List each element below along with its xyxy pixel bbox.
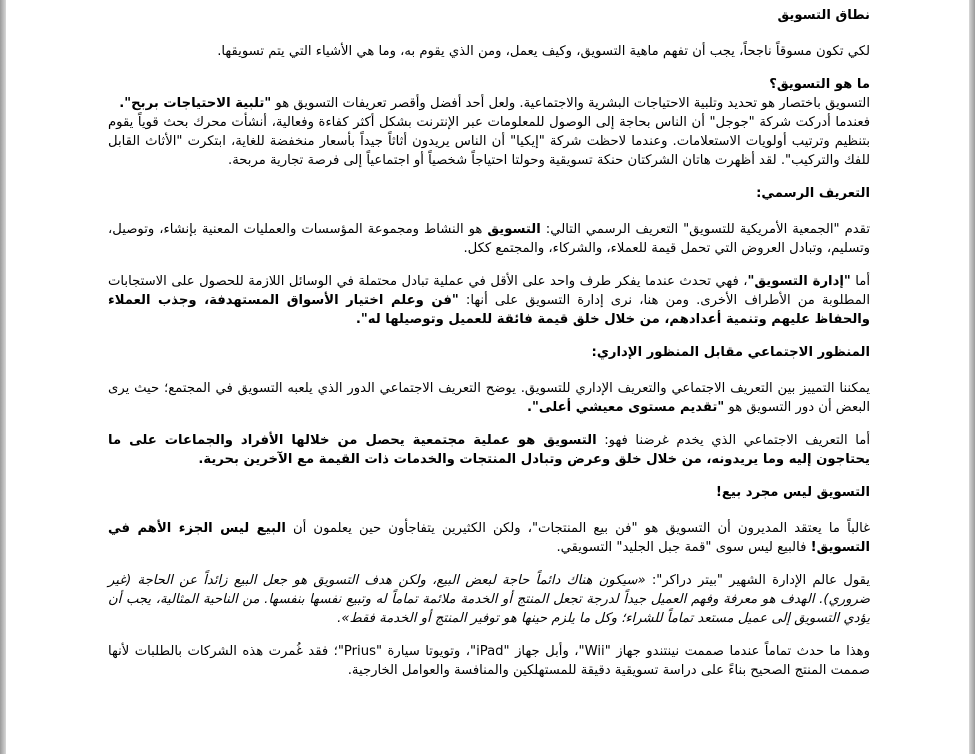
- heading-marketing-scope: نطاق التسويق: [777, 8, 870, 23]
- paragraph-drucker-quote: يقول عالم الإدارة الشهير "بيتر دراكر": «سيكون هناك دائماً حاجة لبعض البيع، ولكن هدف التسويق هو جعل البيع زائداً عن الحاجة (غير ضروري). الهدف هو معرفة وفهم العميل جيداً لدرجة تجعل المنتج أو الخدمة ملائمة تماماً له وتبيع نفسها بنفسها. من الناحية المثالية، يجب أن يؤدي التسويق إلى عميل مستعد تماماً للشراء؛ وكل ما يلزم حينها هو توفير المنتج أو الخدمة فقط».: [108, 573, 870, 626]
- paragraph-marketing-management: أما "إدارة التسويق"، فهي تحدث عندما يفكر طرف واحد على الأقل في عملية تبادل محتملة في الوسائل اللازمة للحصول على الاستجابات المطلوبة من الأطراف الأخرى. ومن هنا، نرى إدارة التسويق على أنها: "فن وعلم اختيار الأسواق المستهدفة، وجذب العملاء والحفاظ عليهم وتنمية أعدادهم، من خلال خلق قيمة فائقة للعميل وتوصيلها له".: [108, 274, 870, 327]
- heading-not-just-selling: التسويق ليس مجرد بيع!: [715, 485, 870, 500]
- paragraph-social-definition: أما التعريف الاجتماعي الذي يخدم غرضنا فهو: التسويق هو عملية مجتمعية يحصل من خلالها الأفراد والجماعات على ما يحتاجون إليه وما يريدونه، من خلال خلق وعرض وتبادل المنتجات والخدمات ذات القيمة مع الآخرين بحرية.: [108, 433, 871, 467]
- paragraph-google-ikea: فعندما أدركت شركة "جوجل" أن الناس بحاجة إلى الوصول للمعلومات عبر الإنترنت بشكل أكثر كفاءة وفعالية، أنشأت محرك بحث قوياً يقوم بتنظيم وترتيب أولويات الاستعلامات. وعندما لاحظت شركة "إيكيا" أن الناس يريدون أثاثاً جيداً بأسعار منخفضة للغاية، ابتكرت "الأثاث القابل للفك والتركيب". لقد أظهرت هاتان الشركتان حنكة تسويقية وحولتا احتياجاً شخصياً أو اجتماعياً إلى فرصة تجارية مربحة.: [108, 115, 871, 168]
- heading-what-is-marketing: ما هو التسويق؟: [769, 77, 870, 92]
- paragraph-ama-definition: تقدم "الجمعية الأمريكية للتسويق" التعريف الرسمي التالي: التسويق هو النشاط ومجموعة المؤسسات والعمليات المعنية بإنشاء، وتوصيل، وتسليم، وتبادل العروض التي تحمل قيمة للعملاء، والشركاء، والمجتمع ككل.: [108, 222, 870, 256]
- definition-highlight: "تلبية الاحتياجات بربح".: [119, 96, 272, 111]
- paragraph-examples: وهذا ما حدث تماماً عندما صممت نينتندو جهاز "Wii"، وأبل جهاز "iPad"، وتويوتا سيارة "Prius"؛ فقد غُمرت هذه الشركات بالطلبات لأنها صممت المنتج الصحيح بناءً على دراسة تسويقية دقيقة للمستهلكين والمنافسة والعوامل الخارجية.: [108, 644, 871, 678]
- heading-formal-definition: التعريف الرسمي:: [756, 186, 870, 201]
- page-edge-right: [969, 0, 975, 754]
- paragraph-definition-short: التسويق باختصار هو تحديد وتلبية الاحتياجات البشرية والاجتماعية. ولعل أحد أفضل وأقصر تعريفات التسويق هو "تلبية الاحتياجات بربح".: [119, 96, 870, 111]
- paragraph-scope: لكي تكون مسوقاً ناجحاً، يجب أن تفهم ماهية التسويق، وكيف يعمل، ومن الذي يقوم به، وما هي الأشياء التي يتم تسويقها.: [217, 44, 870, 59]
- page-edge-left: [0, 0, 6, 754]
- paragraph-selling-myth: غالباً ما يعتقد المديرون أن التسويق هو "فن بيع المنتجات"، ولكن الكثيرين يتفاجأون حين يعلمون أن البيع ليس الجزء الأهم في التسويق! فالبيع ليس سوى "قمة جبل الجليد" التسويقي.: [108, 521, 871, 555]
- drucker-quote: «سيكون هناك دائماً حاجة لبعض البيع، ولكن هدف التسويق هو جعل البيع زائداً عن الحاجة (غير ضروري). الهدف هو معرفة وفهم العميل جيداً لدرجة تجعل المنتج أو الخدمة ملائمة تماماً له وتبيع نفسها بنفسها. من الناحية المثالية، يجب أن يؤدي التسويق إلى عميل مستعد تماماً للشراء؛ وكل ما يلزم حينها هو توفير المنتج أو الخدمة فقط».: [108, 573, 870, 626]
- paragraph-social-role: يمكننا التمييز بين التعريف الاجتماعي والتعريف الإداري للتسويق. يوضح التعريف الاجتماعي الدور الذي يلعبه التسويق في المجتمع؛ حيث يرى البعض أن دور التسويق هو "تقديم مستوى معيشي أعلى".: [108, 381, 870, 415]
- document-body: [108, 6, 870, 694]
- heading-social-vs-managerial: المنظور الاجتماعي مقابل المنظور الإداري:: [591, 345, 870, 360]
